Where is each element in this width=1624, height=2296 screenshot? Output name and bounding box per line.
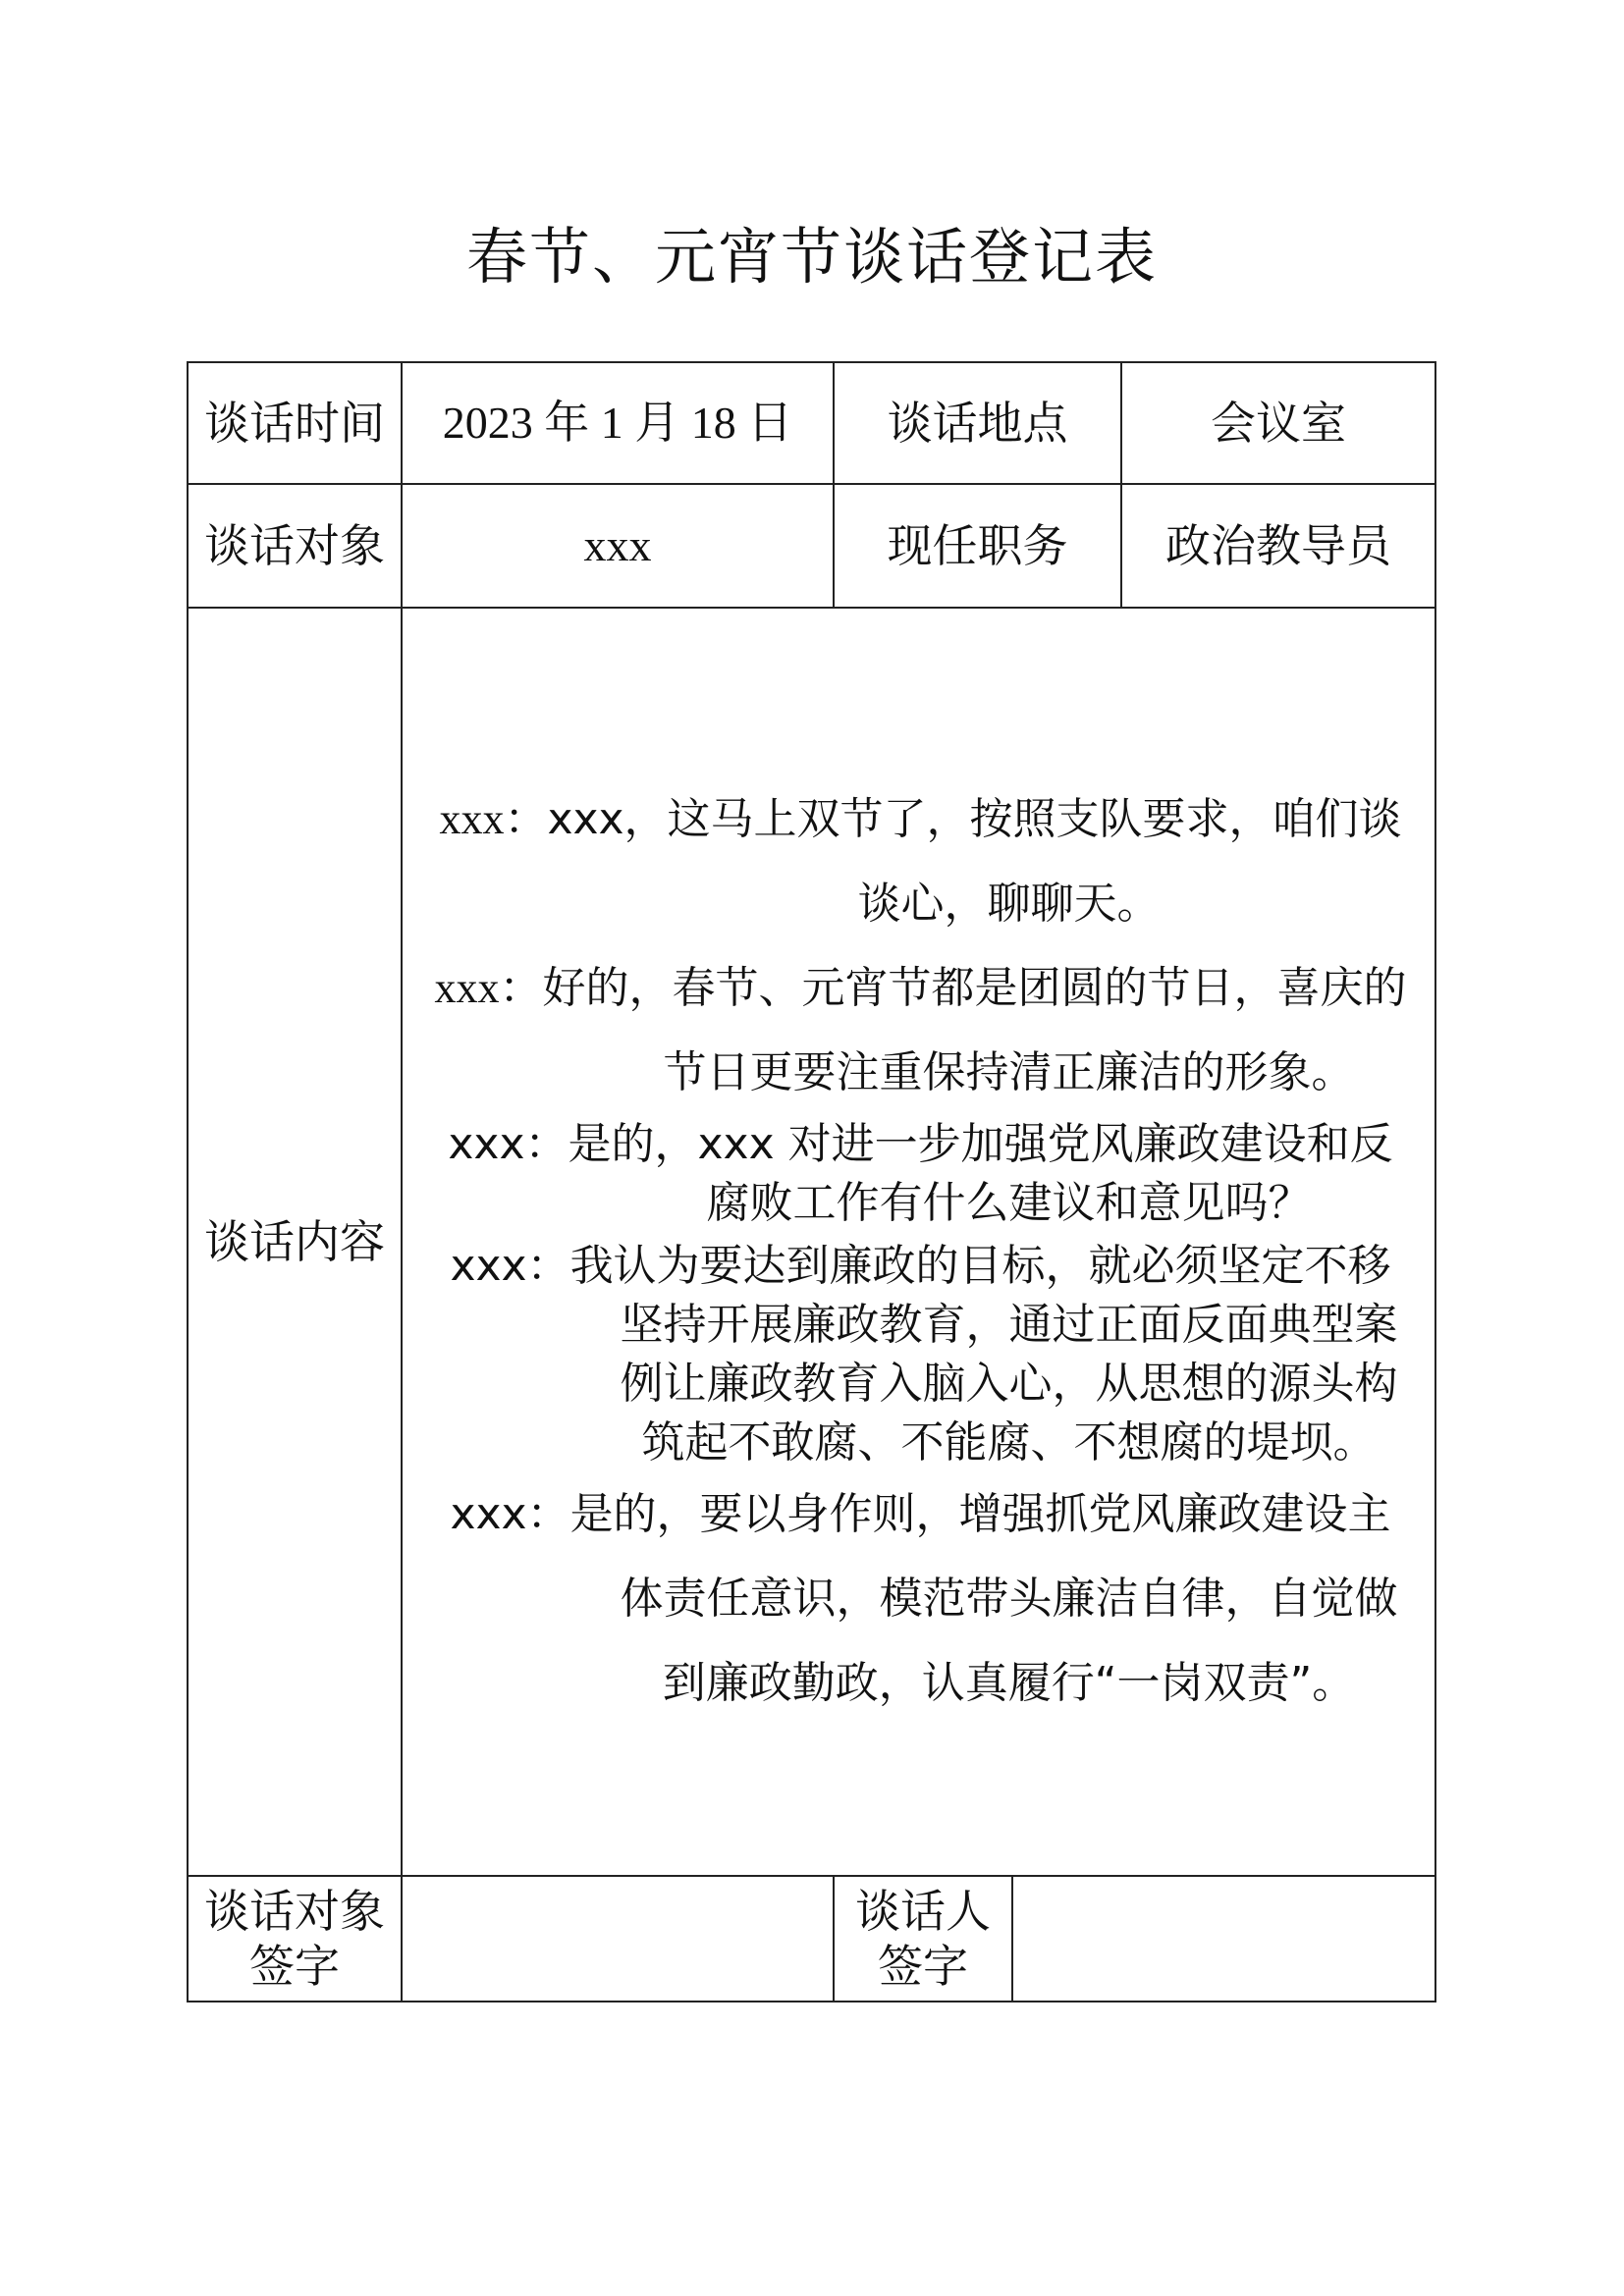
document-title: 春节、元宵节谈话登记表 xyxy=(465,221,1158,293)
content-cell xyxy=(402,608,1435,1876)
entry-line: xxx：我认为要达到廉政的目标，就必须坚定不移 xyxy=(450,1241,1391,1291)
row-content xyxy=(188,608,1435,1876)
row-time-place xyxy=(188,362,1435,484)
conversation-entries xyxy=(403,758,1435,1726)
entry-line: xxx：是的，xxx 对进一步加强党风廉政建设和反 xyxy=(448,1119,1393,1169)
position-value: 政治教导员 xyxy=(1121,484,1435,608)
time-value: 2023 年 1 月 18 日 xyxy=(402,362,834,484)
content-label: 谈话内容 xyxy=(188,608,402,1876)
row-signatures xyxy=(188,1876,1435,2002)
person-value: xxx xyxy=(402,484,834,608)
entry-line: 谈心，聊聊天。 xyxy=(857,879,1161,929)
place-label: 谈话地点 xyxy=(834,362,1121,484)
subject-signature-field[interactable] xyxy=(402,1876,834,2002)
entry-line: 到廉政勤政，认真履行“一岗双责”。 xyxy=(662,1658,1356,1708)
entry-line: 体责任意识，模范带头廉洁自律，自觉做 xyxy=(620,1574,1398,1624)
entry-line: 筑起不敢腐、不能腐、不想腐的堤坝。 xyxy=(641,1417,1377,1468)
entry-line: 腐败工作有什么建议和意见吗？ xyxy=(706,1178,1312,1228)
entry-line: 节日更要注重保持清正廉洁的形象。 xyxy=(663,1047,1355,1097)
interviewer-signature-field[interactable] xyxy=(1012,1876,1435,2002)
entry-line: xxx：好的，春节、元宵节都是团圆的节日，喜庆的 xyxy=(434,963,1407,1013)
entry-line: 例让廉政教育入脑入心，从思想的源头构 xyxy=(620,1359,1398,1409)
interviewer-signature-label: 谈话人 签字 xyxy=(834,1876,1012,2002)
entry-line: xxx：是的，要以身作则，增强抓党风廉政建设主 xyxy=(450,1489,1391,1539)
registration-table xyxy=(187,361,1436,2002)
conversation-entry xyxy=(416,1115,1425,1233)
conversation-entry xyxy=(416,1472,1425,1726)
row-person-position xyxy=(188,484,1435,608)
entry-line: 坚持开展廉政教育，通过正面反面典型案 xyxy=(620,1300,1398,1350)
time-label: 谈话时间 xyxy=(188,362,402,484)
place-value: 会议室 xyxy=(1121,362,1435,484)
conversation-entry xyxy=(416,946,1425,1115)
conversation-entry xyxy=(416,1237,1425,1472)
conversation-entry xyxy=(416,777,1425,946)
subject-signature-label: 谈话对象 签字 xyxy=(188,1876,402,2002)
person-label: 谈话对象 xyxy=(188,484,402,608)
entry-line: xxx：xxx，这马上双节了，按照支队要求，咱们谈 xyxy=(439,794,1402,844)
position-label: 现任职务 xyxy=(834,484,1121,608)
